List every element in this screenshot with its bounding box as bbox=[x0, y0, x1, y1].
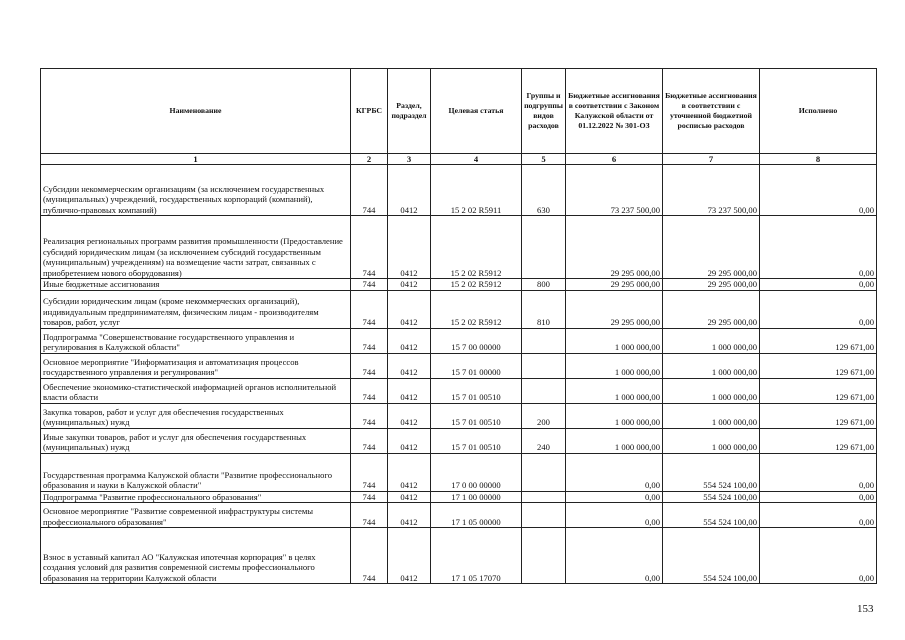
col-number: 7 bbox=[663, 154, 760, 165]
table-row bbox=[41, 403, 877, 428]
row-razdel: 0412 bbox=[388, 403, 431, 428]
table-row bbox=[41, 378, 877, 403]
row-law-amount: 1 000 000,00 bbox=[566, 378, 663, 403]
row-razdel: 0412 bbox=[388, 378, 431, 403]
row-law-amount: 0,00 bbox=[566, 491, 663, 503]
table-row bbox=[41, 491, 877, 503]
col-number: 5 bbox=[522, 154, 566, 165]
row-target-article: 15 2 02 R5912 bbox=[431, 279, 522, 291]
row-target-article: 15 7 01 00510 bbox=[431, 378, 522, 403]
row-expense-group bbox=[522, 528, 566, 584]
row-expense-group bbox=[522, 503, 566, 528]
row-name: Иные бюджетные ассигнования bbox=[41, 279, 351, 291]
row-expense-group bbox=[522, 216, 566, 279]
row-target-article: 15 7 01 00510 bbox=[431, 428, 522, 453]
header-target-article: Целевая статья bbox=[431, 69, 522, 154]
header-razdel: Раздел, подраздел bbox=[388, 69, 431, 154]
table-row bbox=[41, 428, 877, 453]
row-plan-amount: 29 295 000,00 bbox=[663, 290, 760, 328]
row-plan-amount: 1 000 000,00 bbox=[663, 353, 760, 378]
row-law-amount: 1 000 000,00 bbox=[566, 403, 663, 428]
row-law-amount: 29 295 000,00 bbox=[566, 290, 663, 328]
column-number-row bbox=[41, 154, 877, 165]
col-number: 1 bbox=[41, 154, 351, 165]
page-number: 153 bbox=[857, 603, 874, 615]
row-executed-amount: 129 671,00 bbox=[760, 328, 877, 353]
row-kgrbs: 744 bbox=[351, 503, 388, 528]
header-law-assignments: Бюджетные ассигнования в соответствии с Законом Калужской области от 01.12.2022 № 301-ОЗ bbox=[566, 69, 663, 154]
row-plan-amount: 554 524 100,00 bbox=[663, 453, 760, 491]
row-plan-amount: 554 524 100,00 bbox=[663, 528, 760, 584]
row-razdel: 0412 bbox=[388, 503, 431, 528]
table-row bbox=[41, 216, 877, 279]
row-law-amount: 29 295 000,00 bbox=[566, 279, 663, 291]
row-kgrbs: 744 bbox=[351, 403, 388, 428]
row-executed-amount: 0,00 bbox=[760, 491, 877, 503]
table-row bbox=[41, 279, 877, 291]
row-target-article: 17 1 05 17070 bbox=[431, 528, 522, 584]
row-razdel: 0412 bbox=[388, 216, 431, 279]
row-target-article: 15 7 00 00000 bbox=[431, 328, 522, 353]
table-row bbox=[41, 165, 877, 216]
row-plan-amount: 1 000 000,00 bbox=[663, 403, 760, 428]
row-expense-group: 630 bbox=[522, 165, 566, 216]
row-name: Взнос в уставный капитал АО "Калужская ипотечная корпорация" в целях создания условий для развития современной системы профессионального образования на территории Калужской области bbox=[41, 528, 351, 584]
row-plan-amount: 1 000 000,00 bbox=[663, 378, 760, 403]
header-row bbox=[41, 69, 877, 154]
row-razdel: 0412 bbox=[388, 528, 431, 584]
row-executed-amount: 129 671,00 bbox=[760, 403, 877, 428]
row-kgrbs: 744 bbox=[351, 328, 388, 353]
header-executed: Исполнено bbox=[760, 69, 877, 154]
col-number: 4 bbox=[431, 154, 522, 165]
row-name: Подпрограмма "Совершенствование государственного управления и регулирования в Калужской области" bbox=[41, 328, 351, 353]
table-row bbox=[41, 453, 877, 491]
col-number: 3 bbox=[388, 154, 431, 165]
row-name: Реализация региональных программ развития промышленности (Предоставление субсидий юридическим лицам (за исключением субсидий государственным (муниципальным) учреждениям) на возмещение части затрат, связанных с приобретением нового оборудования) bbox=[41, 216, 351, 279]
row-name: Государственная программа Калужской области "Развитие профессионального образования и науки в Калужской области" bbox=[41, 453, 351, 491]
row-law-amount: 0,00 bbox=[566, 528, 663, 584]
table-row bbox=[41, 503, 877, 528]
row-name: Иные закупки товаров, работ и услуг для обеспечения государственных (муниципальных) нужд bbox=[41, 428, 351, 453]
row-expense-group: 240 bbox=[522, 428, 566, 453]
row-razdel: 0412 bbox=[388, 290, 431, 328]
table-row bbox=[41, 328, 877, 353]
header-kgrbs: КГРБС bbox=[351, 69, 388, 154]
row-law-amount: 1 000 000,00 bbox=[566, 428, 663, 453]
row-razdel: 0412 bbox=[388, 328, 431, 353]
row-kgrbs: 744 bbox=[351, 290, 388, 328]
row-razdel: 0412 bbox=[388, 453, 431, 491]
row-law-amount: 1 000 000,00 bbox=[566, 328, 663, 353]
row-target-article: 15 7 01 00510 bbox=[431, 403, 522, 428]
table-row bbox=[41, 528, 877, 584]
row-law-amount: 1 000 000,00 bbox=[566, 353, 663, 378]
row-name: Основное мероприятие "Развитие современной инфраструктуры системы профессионального образования" bbox=[41, 503, 351, 528]
row-executed-amount: 129 671,00 bbox=[760, 428, 877, 453]
row-razdel: 0412 bbox=[388, 428, 431, 453]
row-kgrbs: 744 bbox=[351, 216, 388, 279]
row-expense-group: 200 bbox=[522, 403, 566, 428]
col-number: 6 bbox=[566, 154, 663, 165]
row-plan-amount: 29 295 000,00 bbox=[663, 279, 760, 291]
row-law-amount: 0,00 bbox=[566, 503, 663, 528]
table-row bbox=[41, 353, 877, 378]
row-name: Субсидии юридическим лицам (кроме некоммерческих организаций), индивидуальным предпринимателям, физическим лицам - производителям товаров, работ, услуг bbox=[41, 290, 351, 328]
row-kgrbs: 744 bbox=[351, 528, 388, 584]
row-plan-amount: 554 524 100,00 bbox=[663, 503, 760, 528]
row-expense-group bbox=[522, 491, 566, 503]
row-executed-amount: 0,00 bbox=[760, 279, 877, 291]
row-kgrbs: 744 bbox=[351, 491, 388, 503]
header-name: Наименование bbox=[41, 69, 351, 154]
row-executed-amount: 0,00 bbox=[760, 528, 877, 584]
row-name: Подпрограмма "Развитие профессионального образования" bbox=[41, 491, 351, 503]
row-executed-amount: 129 671,00 bbox=[760, 378, 877, 403]
row-name: Субсидии некоммерческим организациям (за исключением государственных (муниципальных) учреждений, государственных корпораций (компаний), публично-правовых компаний) bbox=[41, 165, 351, 216]
row-target-article: 17 1 00 00000 bbox=[431, 491, 522, 503]
header-expense-group: Группы и подгруппы видов расходов bbox=[522, 69, 566, 154]
row-razdel: 0412 bbox=[388, 165, 431, 216]
row-target-article: 17 1 05 00000 bbox=[431, 503, 522, 528]
row-law-amount: 29 295 000,00 bbox=[566, 216, 663, 279]
row-razdel: 0412 bbox=[388, 353, 431, 378]
budget-table bbox=[40, 68, 877, 584]
row-plan-amount: 73 237 500,00 bbox=[663, 165, 760, 216]
col-number: 2 bbox=[351, 154, 388, 165]
row-name: Закупка товаров, работ и услуг для обеспечения государственных (муниципальных) нужд bbox=[41, 403, 351, 428]
row-plan-amount: 554 524 100,00 bbox=[663, 491, 760, 503]
row-executed-amount: 0,00 bbox=[760, 290, 877, 328]
row-expense-group: 810 bbox=[522, 290, 566, 328]
col-number: 8 bbox=[760, 154, 877, 165]
row-law-amount: 73 237 500,00 bbox=[566, 165, 663, 216]
row-plan-amount: 29 295 000,00 bbox=[663, 216, 760, 279]
row-target-article: 15 7 01 00000 bbox=[431, 353, 522, 378]
row-plan-amount: 1 000 000,00 bbox=[663, 428, 760, 453]
row-razdel: 0412 bbox=[388, 491, 431, 503]
header-plan-assignments: Бюджетные ассигнования в соответствии с уточненной бюджетной росписью расходов bbox=[663, 69, 760, 154]
row-razdel: 0412 bbox=[388, 279, 431, 291]
row-expense-group bbox=[522, 453, 566, 491]
row-expense-group bbox=[522, 328, 566, 353]
row-expense-group bbox=[522, 353, 566, 378]
row-expense-group bbox=[522, 378, 566, 403]
row-kgrbs: 744 bbox=[351, 353, 388, 378]
row-target-article: 15 2 02 R5912 bbox=[431, 216, 522, 279]
table-row bbox=[41, 290, 877, 328]
row-target-article: 17 0 00 00000 bbox=[431, 453, 522, 491]
row-name: Основное мероприятие "Информатизация и автоматизация процессов государственного управления и регулирования" bbox=[41, 353, 351, 378]
row-expense-group: 800 bbox=[522, 279, 566, 291]
row-target-article: 15 2 02 R5912 bbox=[431, 290, 522, 328]
row-kgrbs: 744 bbox=[351, 165, 388, 216]
row-executed-amount: 129 671,00 bbox=[760, 353, 877, 378]
row-plan-amount: 1 000 000,00 bbox=[663, 328, 760, 353]
row-executed-amount: 0,00 bbox=[760, 165, 877, 216]
row-target-article: 15 2 02 R5911 bbox=[431, 165, 522, 216]
row-law-amount: 0,00 bbox=[566, 453, 663, 491]
row-executed-amount: 0,00 bbox=[760, 216, 877, 279]
row-executed-amount: 0,00 bbox=[760, 503, 877, 528]
row-kgrbs: 744 bbox=[351, 279, 388, 291]
row-kgrbs: 744 bbox=[351, 378, 388, 403]
row-kgrbs: 744 bbox=[351, 453, 388, 491]
row-kgrbs: 744 bbox=[351, 428, 388, 453]
row-name: Обеспечение экономико-статистической информацией органов исполнительной власти области bbox=[41, 378, 351, 403]
row-executed-amount: 0,00 bbox=[760, 453, 877, 491]
